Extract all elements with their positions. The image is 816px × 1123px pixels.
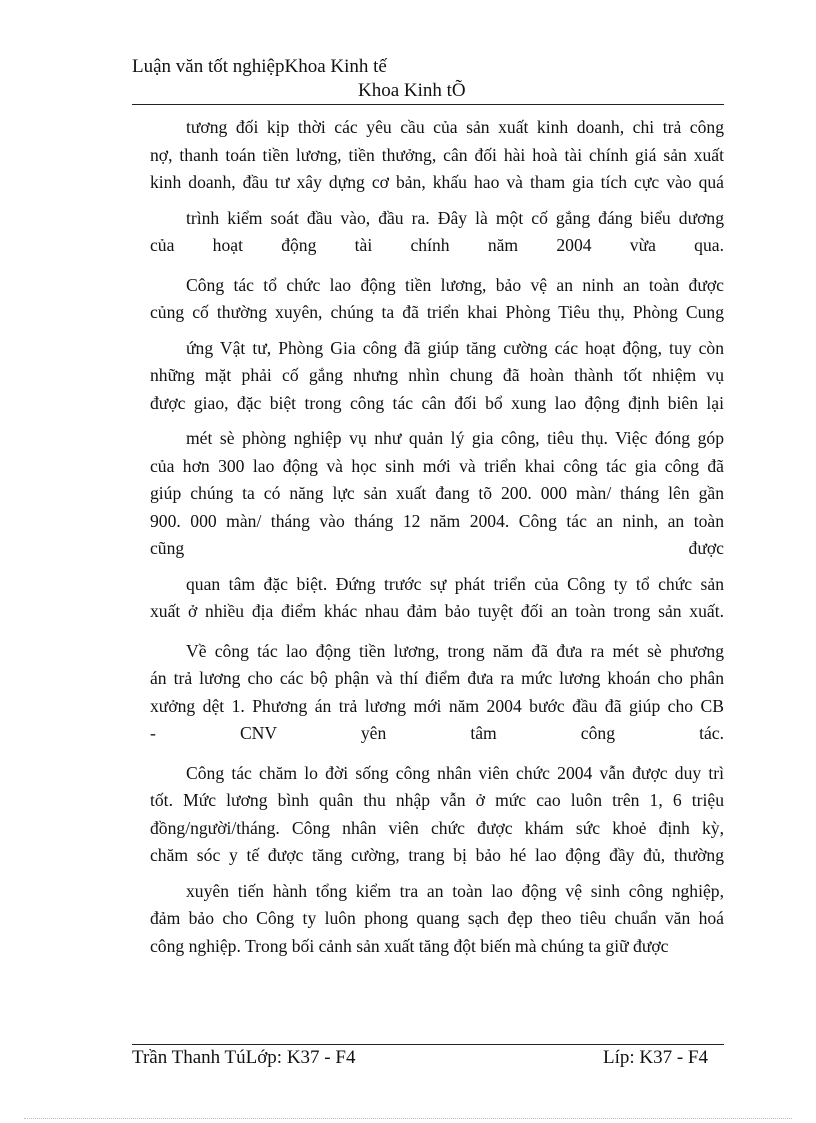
body-line: - CNV yên tâm công tác. (150, 723, 724, 743)
body-line: xuyên tiến hành tổng kiểm tra an toàn lao động vệ sinh công nghiệp, (186, 880, 724, 901)
body-line: trình kiểm soát đầu vào, đầu ra. Đây là một cố gắng đáng biểu dương (186, 207, 724, 228)
body-line: đảm bảo cho Công ty luôn phong quang sạch đẹp theo tiêu chuẩn văn hoá (150, 908, 724, 928)
body-line: cũng được (150, 538, 724, 558)
footer-class: Líp: K37 - F4 (602, 1047, 708, 1068)
body-line: chăm sóc y tế được tăng cường, trang bị bảo hé lao động đầy đủ, thường (150, 845, 724, 865)
header-subtitle: Khoa Kinh tÕ (358, 80, 466, 101)
body-line: công nghiệp. Trong bối cảnh sản xuất tăng đột biến mà chúng ta giữ được (150, 935, 669, 956)
body-line: Về công tác lao động tiền lương, trong năm đã đưa ra mét sè phương (186, 640, 724, 661)
body-line: những mặt phải cố gắng nhưng nhìn chung đã hoàn thành tốt nhiệm vụ (150, 365, 724, 385)
body-line: được giao, đặc biệt trong công tác cân đối bổ xung lao động định biên lại (150, 392, 724, 413)
page-edge-divider (24, 1118, 792, 1119)
body-line: xuất ở nhiều địa điểm khác nhau đảm bảo tuyệt đối an toàn trong sản xuất. (150, 601, 724, 621)
body-line: Công tác chăm lo đời sống công nhân viên chức 2004 vẫn được duy trì (186, 762, 724, 783)
body-line: Công tác tổ chức lao động tiền lương, bảo vệ an ninh an toàn được (186, 274, 724, 295)
header-rule (132, 104, 724, 105)
footer-rule (132, 1044, 724, 1045)
body-line: của hơn 300 lao động và học sinh mới và triển khai công tác gia công đã (150, 455, 724, 476)
body-line: củng cố thường xuyên, chúng ta đã triển khai Phòng Tiêu thụ, Phòng Cung (150, 302, 724, 322)
body-line: giúp chúng ta có năng lực sản xuất đang tõ 200. 000 màn/ tháng lên gần (150, 483, 724, 503)
body-line: tốt. Mức lương bình quân thu nhập vẫn ở mức cao luôn trên 1, 6 triệu (150, 790, 724, 810)
body-line: 900. 000 màn/ tháng vào tháng 12 năm 2004. Công tác an ninh, an toàn (150, 510, 724, 531)
body-line: án trả lương cho các bộ phận và thí điểm đưa ra mức lương khoán cho phân (150, 668, 724, 688)
header-title: Luận văn tốt nghiệpKhoa Kinh tế (132, 56, 387, 77)
body-line: tương đối kịp thời các yêu cầu của sản xuất kinh doanh, chi trả công (186, 117, 724, 137)
body-line: xưởng dệt 1. Phương án trả lương mới năm 2004 bước đầu đã giúp cho CB (150, 695, 724, 716)
footer-author: Trần Thanh TúLớp: K37 - F4 (132, 1047, 356, 1068)
body-line: nợ, thanh toán tiền lương, tiền thưởng, cân đối hài hoà tài chính giá sản xuất (150, 144, 724, 165)
body-line: quan tâm đặc biệt. Đứng trước sự phát triển của Công ty tổ chức sản (186, 573, 724, 594)
body-line: ứng Vật tư, Phòng Gia công đã giúp tăng cường các hoạt động, tuy còn (186, 337, 724, 358)
body-line: mét sè phòng nghiệp vụ như quản lý gia công, tiêu thụ. Việc đóng góp (186, 428, 724, 448)
body-line: kinh doanh, đầu tư xây dựng cơ bản, khấu hao và tham gia tích cực vào quá (150, 172, 724, 192)
body-text (150, 114, 724, 960)
body-line: đồng/người/tháng. Công nhân viên chức được khám sức khoẻ định kỳ, (150, 817, 724, 838)
body-line: của hoạt động tài chính năm 2004 vừa qua. (150, 235, 724, 255)
